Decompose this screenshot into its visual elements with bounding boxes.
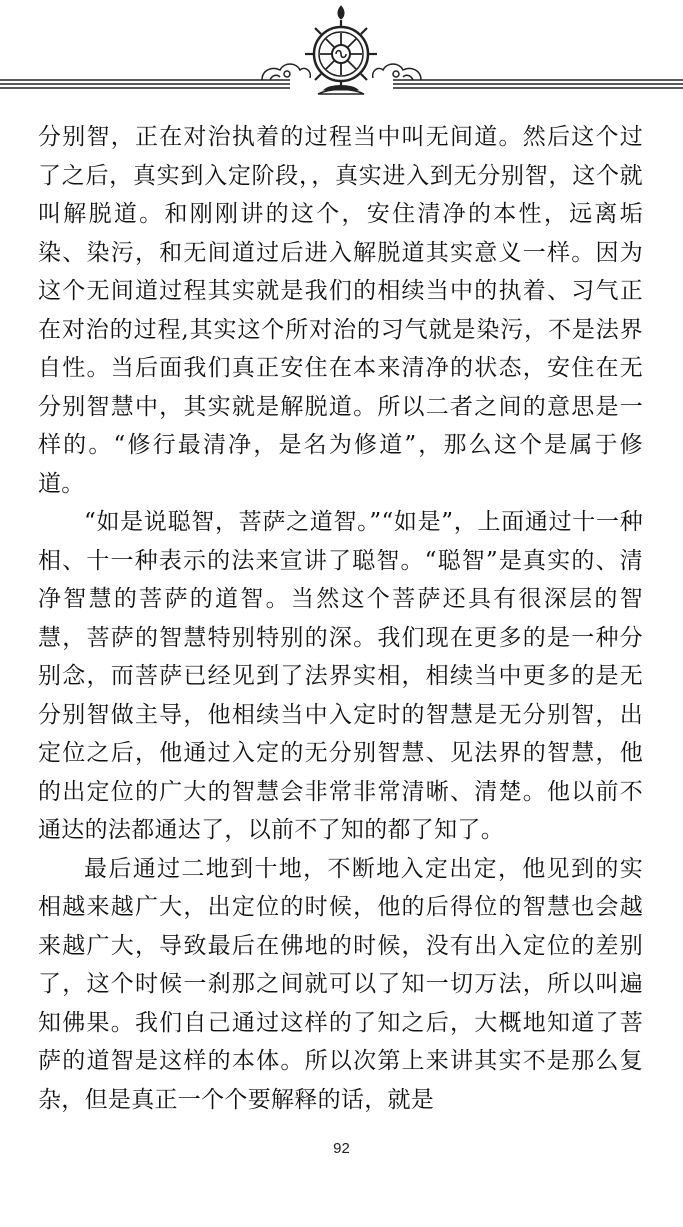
paragraph-1: 分别智，正在对治执着的过程当中叫无间道。然后这个过了之后，真实到入定阶段，，真实进入到无分别智，这个就叫解脱道。和刚刚讲的这个，安住清净的本性，远离垢染、染污，和无间道过后进入解脱道其实意义一样。因为这个无间道过程其实就是我们的相续当中的执着、习气正在对治的过程,其实这个所对治的习气就是染污，不是法界自性。当后面我们真正安住在本来清净的状态，安住在无分别智慧中，其实就是解脱道。所以二者之间的意思是一样的。“修行最清净，是名为修道”，那么这个是属于修道。 [38,124,643,497]
page-header [0,0,683,110]
dharma-wheel-icon [305,6,377,94]
page-number: 92 [333,1140,350,1157]
header-rule-right [393,80,683,88]
header-ornament [0,0,683,110]
paragraph-3: 最后通过二地到十地，不断地入定出定，他见到的实相越来越广大，出定位的时候，他的后得位的智慧也会越来越广大，导致最后在佛地的时候，没有出入定位的差别了，这个时候一刹那之间就可以了知一切万法，所以叫遍知佛果。我们自己通过这样的了知之后，大概地知道了菩萨的道智是这样的本体。所以次第上来讲其实不是那么复杂，但是真正一个个要解释的话，就是 [38,855,643,1113]
header-rule-left [0,80,290,88]
cloud-scroll-left-icon [262,64,310,80]
paragraph-2: “如是说聪智，菩萨之道智。”“如是”，上面通过十一种相、十一种表示的法来宣讲了聪智。“聪智”是真实的、清净智慧的菩萨的道智。当然这个菩萨还具有很深层的智慧，菩萨的智慧特别特别的深。我们现在更多的是一种分别念，而菩萨已经见到了法界实相，相续当中更多的是无分别智做主导，他相续当中入定时的智慧是无分别智，出定位之后，他通过入定的无分别智慧、见法界的智慧，他的出定位的广大的智慧会非常非常清晰、清楚。他以前不通达的法都通达了，以前不了知的都了知了。 [38,509,643,843]
document-body [38,118,643,1119]
cloud-scroll-right-icon [373,64,421,80]
